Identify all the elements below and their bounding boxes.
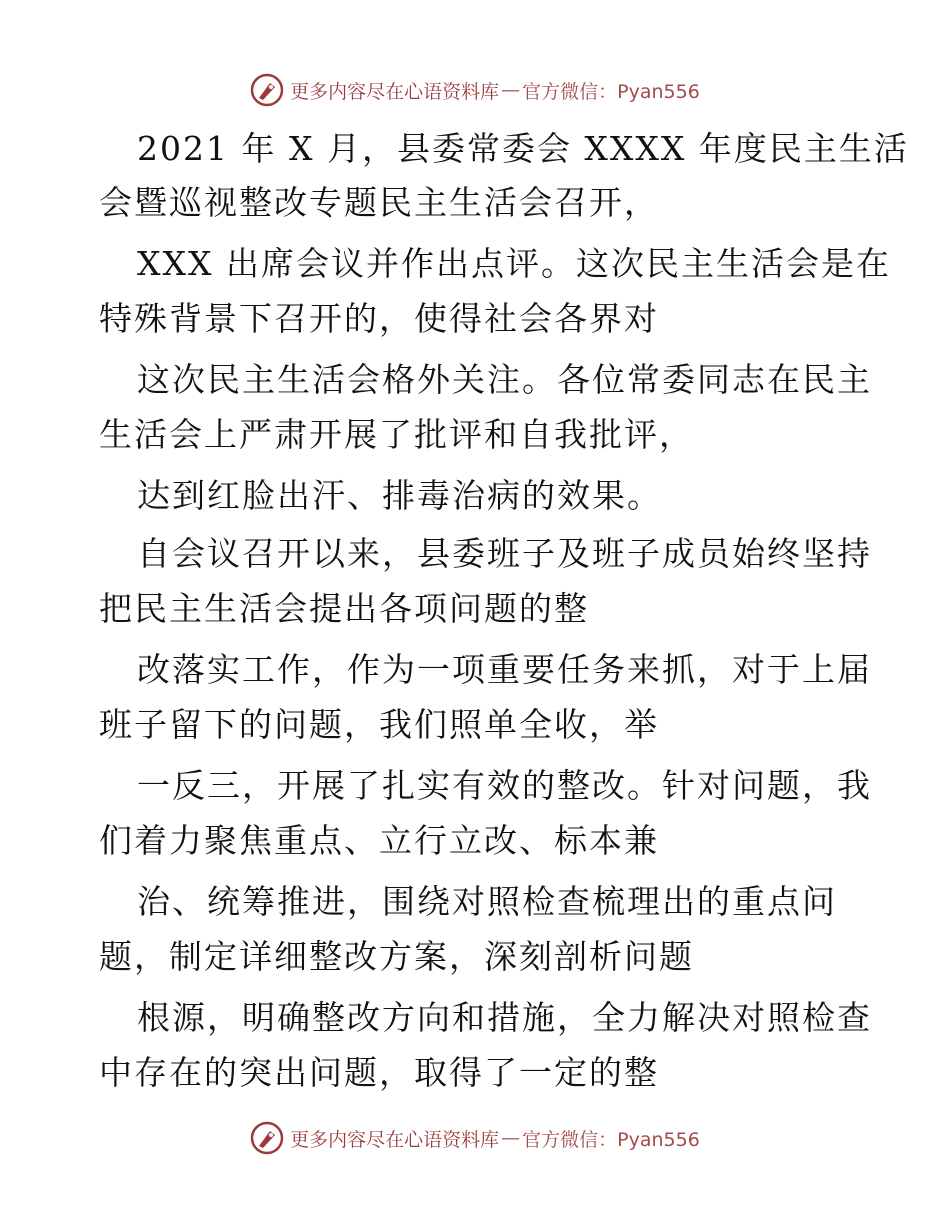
body-line: 题，制定详细整改方案，深刻剖析问题 — [99, 937, 694, 976]
body-line: 这次民主生活会格外关注。各位常委同志在民主 — [137, 360, 872, 399]
body-line: 中存在的突出问题，取得了一定的整 — [99, 1053, 659, 1092]
body-line: 根源，明确整改方向和措施，全力解决对照检查 — [137, 998, 872, 1037]
header-watermark — [0, 70, 950, 110]
body-line: 2021 年 X 月，县委常委会 XXXX 年度民主生活 — [137, 129, 909, 168]
body-line: 特殊背景下召开的，使得社会各界对 — [99, 299, 659, 338]
body-line: 自会议召开以来，县委班子及班子成员始终坚持 — [137, 534, 872, 573]
watermark-contact: 官方微信：Pyan556 — [522, 1128, 700, 1151]
watermark-separator: — — [501, 79, 521, 101]
body-line: 生活会上严肃开展了批评和自我批评， — [99, 415, 694, 454]
watermark-text: 更多内容尽在心语资料库 — [290, 80, 500, 103]
body-line: 改落实工作，作为一项重要任务来抓，对于上届 — [137, 650, 872, 689]
watermark-contact: 官方微信：Pyan556 — [522, 80, 700, 103]
pen-nib-logo-icon — [250, 73, 284, 107]
footer-watermark — [0, 1118, 950, 1158]
pen-nib-logo-icon — [250, 1121, 284, 1155]
body-line: 班子留下的问题，我们照单全收，举 — [99, 705, 659, 744]
body-line: XXX 出席会议并作出点评。这次民主生活会是在 — [137, 244, 891, 283]
body-line: 们着力聚焦重点、立行立改、标本兼 — [99, 821, 659, 860]
body-line: 治、统筹推进，围绕对照检查梳理出的重点问 — [137, 882, 837, 921]
body-line: 会暨巡视整改专题民主生活会召开， — [99, 183, 659, 222]
body-line: 把民主生活会提出各项问题的整 — [99, 589, 589, 628]
watermark-separator: — — [501, 1127, 521, 1149]
watermark-text: 更多内容尽在心语资料库 — [290, 1128, 500, 1151]
body-line: 一反三，开展了扎实有效的整改。针对问题，我 — [137, 766, 872, 805]
body-line: 达到红脸出汗、排毒治病的效果。 — [137, 476, 662, 515]
